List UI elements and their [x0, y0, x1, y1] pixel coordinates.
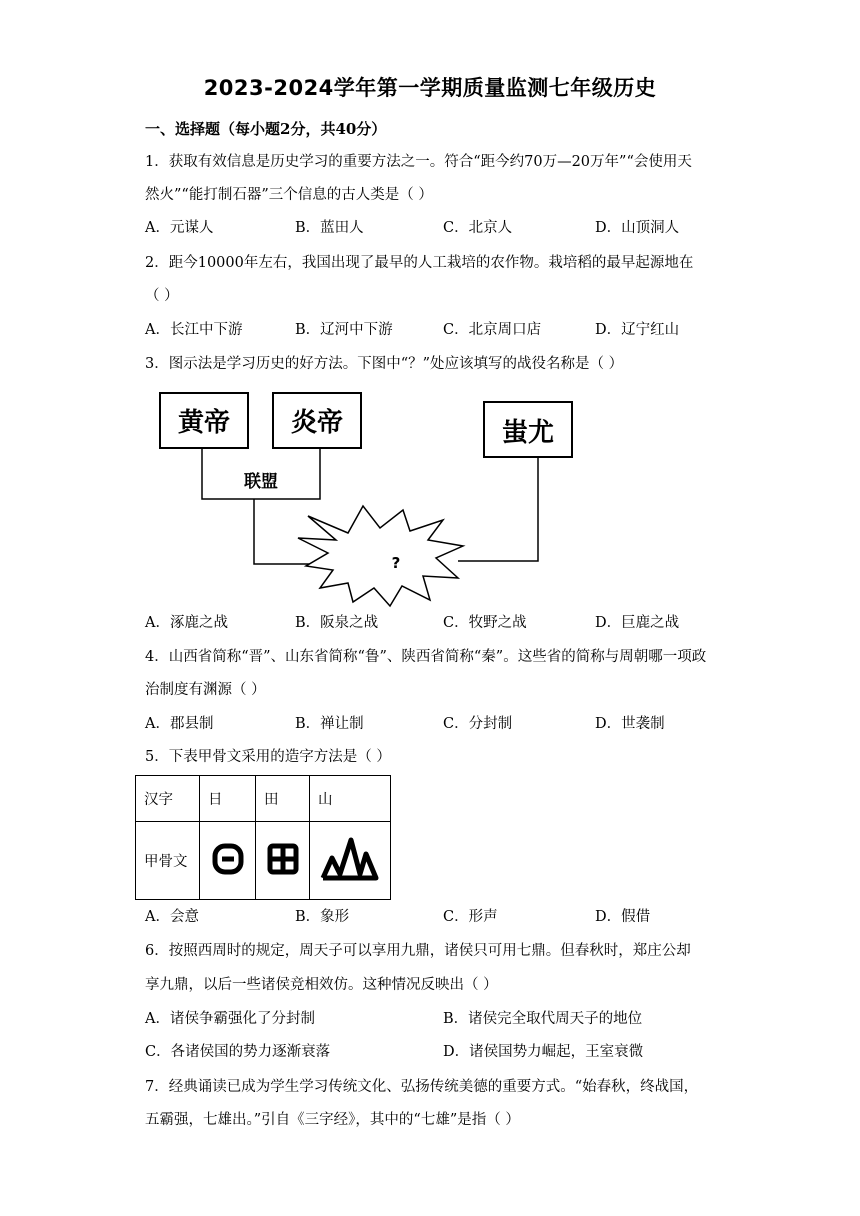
option-b[interactable]: B．禅让制: [295, 716, 364, 732]
option-d[interactable]: D．辽宁红山: [595, 322, 680, 338]
question-mark: ?: [391, 554, 401, 572]
table-cell-shan: 山: [310, 776, 391, 822]
question-6-line-1: 6．按照西周时的规定，周天子可以享用九鼎，诸侯只可用七鼎。但春秋时，郑庄公却: [145, 943, 691, 959]
question-7-line-2: 五霸强，七雄出。”引自《三字经》，其中的“七雄”是指（ ）: [145, 1112, 520, 1128]
question-6-line-2: 享九鼎，以后一些诸侯竞相效仿。这种情况反映出（ ）: [145, 977, 498, 993]
option-c[interactable]: C．各诸侯国的势力逐渐衰落: [145, 1044, 331, 1060]
question-2-line-2: （ ）: [145, 288, 179, 304]
option-d[interactable]: D．假借: [595, 909, 651, 925]
label-alliance: 联盟: [244, 472, 278, 492]
option-b[interactable]: B．蓝田人: [295, 220, 364, 236]
option-c[interactable]: C．北京周口店: [443, 322, 542, 338]
label-chiyou: 蚩尤: [501, 418, 555, 448]
option-c[interactable]: C．形声: [443, 909, 498, 925]
page-title: 2023-2024学年第一学期质量监测七年级历史: [203, 76, 657, 100]
label-huangdi: 黄帝: [177, 408, 231, 438]
oracle-tian-glyph: [256, 822, 310, 900]
oracle-shan-glyph: [310, 822, 391, 900]
table-cell-tian: 田: [256, 776, 310, 822]
option-c[interactable]: C．牧野之战: [443, 615, 527, 631]
battle-diagram: [158, 388, 578, 610]
option-d[interactable]: D．诸侯国势力崛起，王室衰微: [443, 1044, 644, 1060]
option-a[interactable]: A．长江中下游: [145, 322, 243, 338]
section-heading: 一、选择题（每小题2分，共40分）: [145, 120, 387, 138]
table-cell-ri: 日: [200, 776, 256, 822]
question-3-line-1: 3．图示法是学习历史的好方法。下图中“？”处应该填写的战役名称是（ ）: [145, 356, 624, 372]
option-d[interactable]: D．山顶洞人: [595, 220, 680, 236]
option-a[interactable]: A．诸侯争霸强化了分封制: [145, 1011, 315, 1027]
oracle-ri-glyph: [200, 822, 256, 900]
option-a[interactable]: A．元谋人: [145, 220, 214, 236]
question-1-line-1: 1．获取有效信息是历史学习的重要方法之一。符合“距今约70万—20万年”“会使用天: [145, 154, 692, 170]
question-5-line-1: 5．下表甲骨文采用的造字方法是（ ）: [145, 749, 391, 765]
option-b[interactable]: B．阪泉之战: [295, 615, 379, 631]
oracle-bone-table: [135, 775, 391, 900]
option-b[interactable]: B．象形: [295, 909, 350, 925]
option-c[interactable]: C．北京人: [443, 220, 513, 236]
option-b[interactable]: B．诸侯完全取代周天子的地位: [443, 1011, 643, 1027]
option-a[interactable]: A．会意: [145, 909, 199, 925]
option-a[interactable]: A．郡县制: [145, 716, 214, 732]
table-cell-header: 汉字: [136, 776, 200, 822]
question-4-line-1: 4．山西省简称“晋”、山东省简称“鲁”、陕西省简称“秦”。这些省的简称与周朝哪一项政: [145, 649, 707, 665]
table-cell-oracle-label: 甲骨文: [136, 822, 200, 900]
question-2-line-1: 2．距今10000年左右，我国出现了最早的人工栽培的农作物。栽培稻的最早起源地在: [145, 255, 694, 271]
option-c[interactable]: C．分封制: [443, 716, 513, 732]
question-1-line-2: 然火”“能打制石器”三个信息的古人类是（ ）: [145, 187, 433, 203]
option-d[interactable]: D．世袭制: [595, 716, 665, 732]
question-7-line-1: 7．经典诵读已成为学生学习传统文化、弘扬传统美德的重要方式。“始春秋，终战国，: [145, 1079, 699, 1095]
option-d[interactable]: D．巨鹿之战: [595, 615, 680, 631]
option-b[interactable]: B．辽河中下游: [295, 322, 393, 338]
option-a[interactable]: A．涿鹿之战: [145, 615, 228, 631]
label-yandi: 炎帝: [290, 408, 344, 438]
question-4-line-2: 治制度有渊源（ ）: [145, 682, 266, 698]
battle-burst-shape: [298, 506, 463, 606]
